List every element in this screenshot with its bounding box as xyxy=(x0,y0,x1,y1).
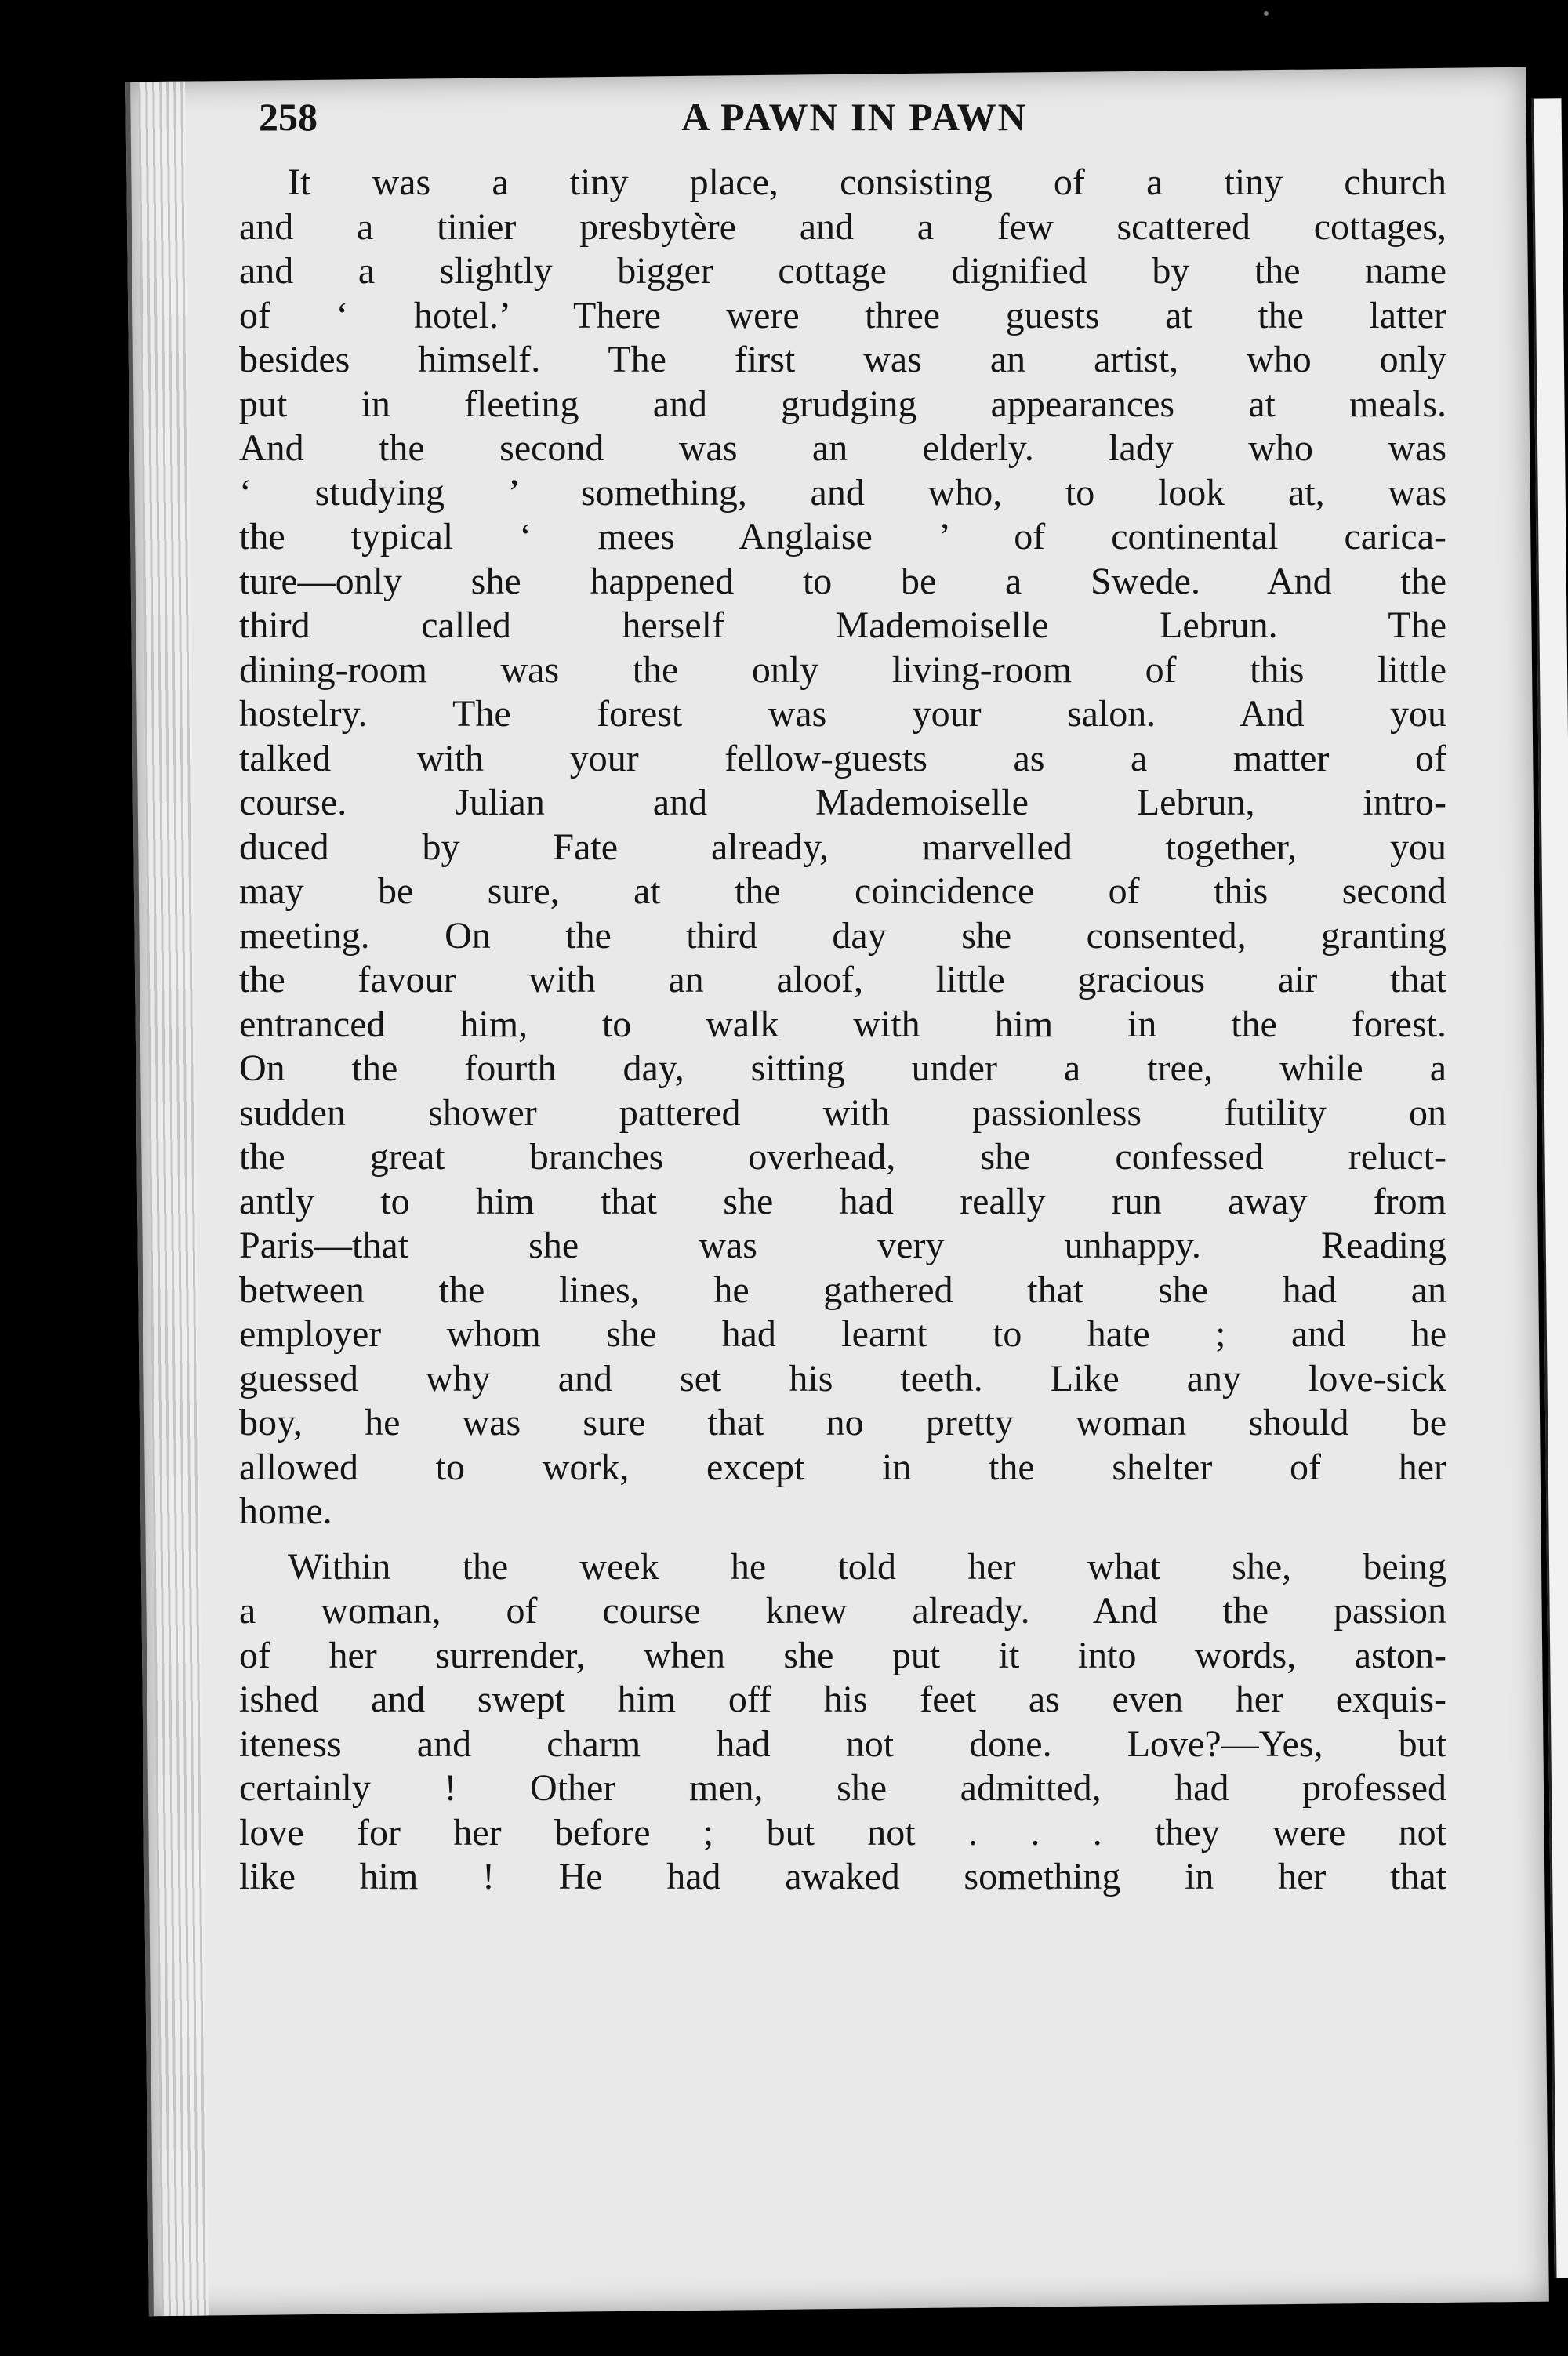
text-line: between the lines, he gathered that she had an xyxy=(239,1269,1446,1311)
body-text xyxy=(239,161,1446,1900)
text-line: and a tinier presbytère and a few scattered cottages, xyxy=(239,205,1446,248)
text-line: home. xyxy=(239,1490,332,1532)
text-line: love for her before ; but not . . . they were not xyxy=(239,1811,1446,1853)
text-line: dining-room was the only living-room of this little xyxy=(239,648,1446,691)
text-line: like him ! He had awaked something in her that xyxy=(239,1856,1446,1897)
text-line: meeting. On the third day she consented, granting xyxy=(239,914,1446,957)
text-line: the favour with an aloof, little gracious air that xyxy=(239,959,1446,1000)
text-line: ‘ studying ’ something, and who, to look at, was xyxy=(239,471,1446,514)
text-line: iteness and charm had not done. Love?—Yes, but xyxy=(239,1723,1446,1765)
text-line: ture—only she happened to be a Swede. And the xyxy=(239,560,1446,602)
paragraph xyxy=(239,1545,1446,1900)
scan-speck xyxy=(1264,11,1269,16)
text-line: the typical ‘ mees Anglaise ’ of continental carica- xyxy=(239,516,1446,557)
page-header xyxy=(259,94,1450,165)
running-head: A PAWN IN PAWN xyxy=(681,95,1028,139)
text-line: a woman, of course knew already. And the passion xyxy=(239,1590,1446,1632)
text-line: may be sure, at the coincidence of this second xyxy=(239,870,1446,912)
paragraph xyxy=(239,161,1446,1534)
text-line: boy, he was sure that no pretty woman should be xyxy=(239,1402,1446,1443)
text-line: allowed to work, except in the shelter of her xyxy=(239,1446,1446,1488)
text-line: Within the week he told her what she, being xyxy=(288,1545,1446,1588)
text-line: third called herself Mademoiselle Lebrun. The xyxy=(239,604,1446,646)
text-line: On the fourth day, sitting under a tree, while a xyxy=(239,1047,1446,1089)
text-line: duced by Fate already, marvelled together, you xyxy=(239,826,1446,868)
text-line: besides himself. The first was an artist, who only xyxy=(239,339,1446,380)
text-line: the great branches overhead, she confessed reluct- xyxy=(239,1136,1446,1178)
text-line: It was a tiny place, consisting of a tiny church xyxy=(288,162,1446,203)
text-line: ished and swept him off his feet as even her exquis- xyxy=(239,1679,1446,1720)
text-line: of her surrender, when she put it into words, aston- xyxy=(239,1634,1446,1676)
page-spine-edge xyxy=(138,82,209,2316)
text-line: talked with your fellow-guests as a matter of xyxy=(239,737,1446,779)
text-line: course. Julian and Mademoiselle Lebrun, intro- xyxy=(239,782,1446,823)
text-line: employer whom she had learnt to hate ; and he xyxy=(239,1313,1446,1355)
text-line: certainly ! Other men, she admitted, had professed xyxy=(239,1767,1446,1809)
text-line: sudden shower pattered with passionless futility on xyxy=(239,1091,1446,1134)
text-line: entranced him, to walk with him in the forest. xyxy=(239,1003,1446,1045)
text-line: Paris—that she was very unhappy. Reading xyxy=(239,1225,1446,1266)
text-line: guessed why and set his teeth. Like any love-sick xyxy=(239,1357,1446,1399)
text-line: antly to him that she had really run away from xyxy=(239,1180,1446,1222)
text-line: And the second was an elderly. lady who was xyxy=(239,427,1446,469)
text-line: and a slightly bigger cottage dignified by the name xyxy=(239,250,1446,292)
text-line: hostelry. The forest was your salon. And you xyxy=(239,693,1446,735)
page-number: 258 xyxy=(259,95,318,139)
text-line: put in fleeting and grudging appearances at meals. xyxy=(239,383,1446,425)
text-line: of ‘ hotel.’ There were three guests at the latter xyxy=(239,294,1446,336)
